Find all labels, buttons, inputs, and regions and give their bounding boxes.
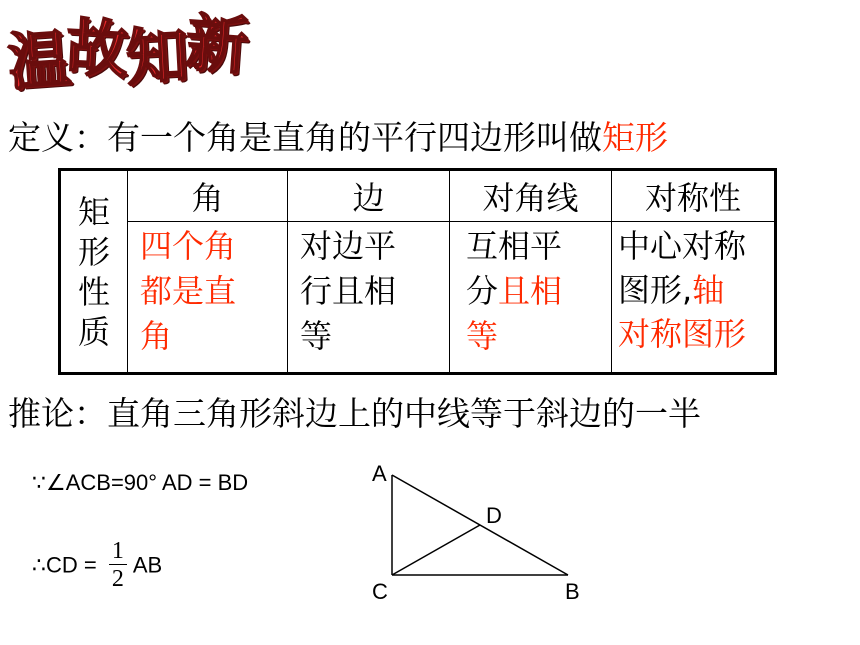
point-label-d: D xyxy=(486,503,502,528)
column-header-symmetry: 对称性 xyxy=(612,170,776,222)
fraction-one-half xyxy=(109,538,127,593)
table-header-row xyxy=(60,170,776,222)
cell-text-highlight: 轴 xyxy=(692,271,725,309)
title-char-1: 温 xyxy=(5,21,73,100)
table-row xyxy=(60,222,776,374)
point-label-b: B xyxy=(565,579,580,604)
properties-table xyxy=(58,168,777,375)
title-char-3: 知 xyxy=(124,18,190,95)
cell-line xyxy=(466,269,607,314)
cell-line: 等 xyxy=(300,317,333,355)
row-header-rectangle-properties xyxy=(60,170,128,374)
corollary-text: 推论：直角三角形斜边上的中线等于斜边的一半 xyxy=(8,394,701,433)
cell-line: 四个角 xyxy=(140,227,237,265)
conclusion-prefix: ∴CD = xyxy=(32,552,103,578)
cell-text: 图形, xyxy=(618,271,693,309)
fraction-numerator: 1 xyxy=(109,538,127,565)
page-title xyxy=(5,5,258,116)
definition-term: 矩形 xyxy=(602,118,668,157)
title-char-4: 新 xyxy=(183,5,251,84)
cell-side xyxy=(288,222,450,374)
row-header-char: 质 xyxy=(77,312,110,351)
row-header-char: 形 xyxy=(77,232,110,271)
point-label-c: C xyxy=(372,579,388,604)
conclusion-suffix: AB xyxy=(132,552,163,578)
cell-line: 角 xyxy=(140,317,173,355)
cell-symmetry xyxy=(612,222,776,374)
definition-prefix: 定义：有一个角是直角的平行四边形叫做 xyxy=(8,118,602,157)
conclusion-statement xyxy=(32,538,162,593)
cell-diagonal xyxy=(450,222,612,374)
cell-text-highlight: 且相 xyxy=(498,272,563,310)
point-label-a: A xyxy=(372,461,387,486)
title-char-2: 故 xyxy=(64,10,130,87)
cell-angle xyxy=(128,222,288,374)
definition-text xyxy=(8,112,668,159)
cell-line xyxy=(618,268,770,312)
column-header-side: 边 xyxy=(288,170,450,222)
cell-line: 互相平 xyxy=(466,227,563,265)
cell-line: 都是直 xyxy=(140,272,237,310)
right-triangle-figure xyxy=(360,455,600,615)
cell-text: 分 xyxy=(466,272,499,310)
given-statement: ∵∠ACB=90° AD = BD xyxy=(32,470,249,495)
cell-line: 中心对称 xyxy=(618,227,747,265)
fraction-denominator: 2 xyxy=(111,566,124,592)
column-header-angle: 角 xyxy=(128,170,288,222)
row-header-char: 矩 xyxy=(77,192,110,231)
cell-line: 等 xyxy=(466,317,499,355)
row-header-char: 性 xyxy=(77,272,110,311)
segment-cd xyxy=(392,525,480,575)
cell-line: 行且相 xyxy=(300,272,397,310)
cell-line: 对边平 xyxy=(300,227,397,265)
column-header-diagonal: 对角线 xyxy=(450,170,612,222)
cell-line: 对称图形 xyxy=(618,315,747,353)
